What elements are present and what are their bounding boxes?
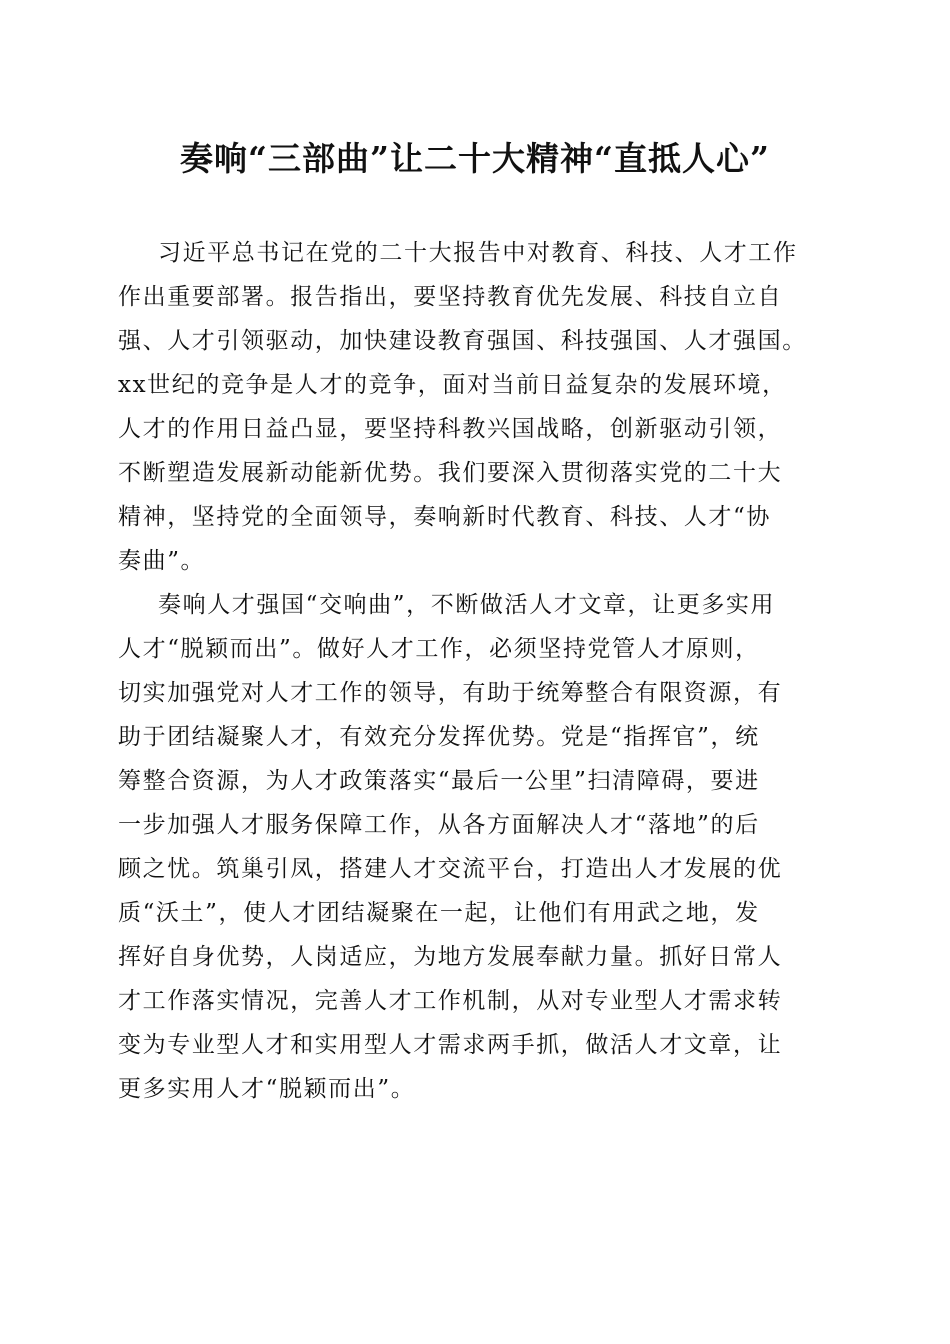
paragraph-1: [118, 231, 838, 583]
paragraph-line: 作出重要部署。报告指出，要坚持教育优先发展、科技自立自: [118, 284, 783, 310]
paragraph-line: 筹整合资源，为人才政策落实“最后一公里”扫清障碍，要进: [118, 768, 760, 794]
document-title: 奏响“三部曲”让二十大精神“直抵人心”: [180, 139, 770, 178]
paragraph-line: 强、人才引领驱动，加快建设教育强国、科技强国、人才强国。: [118, 328, 807, 354]
paragraph-line: 助于团结凝聚人才，有效充分发挥优势。党是“指挥官”，统: [118, 724, 760, 750]
paragraph-2: [118, 583, 838, 1111]
paragraph-line: 才工作落实情况，完善人才工作机制，从对专业型人才需求转: [118, 988, 783, 1014]
paragraph-line: 精神，坚持党的全面领导，奏响新时代教育、科技、人才“协: [118, 504, 771, 530]
paragraph-line: 奏曲”。: [118, 548, 206, 574]
paragraph-line: 习近平总书记在党的二十大报告中对教育、科技、人才工作: [158, 240, 798, 266]
paragraph-line: 挥好自身优势，人岗适应，为地方发展奉献力量。抓好日常人: [118, 944, 783, 970]
paragraph-line: 奏响人才强国“交响曲”，不断做活人才文章，让更多实用: [158, 592, 776, 618]
paragraph-line: 一步加强人才服务保障工作，从各方面解决人才“落地”的后: [118, 812, 760, 838]
paragraph-line: 变为专业型人才和实用型人才需求两手抓，做活人才文章，让: [118, 1032, 783, 1058]
paragraph-line: 人才的作用日益凸显，要坚持科教兴国战略，创新驱动引领，: [118, 416, 783, 442]
paragraph-line: 不断塑造发展新动能新优势。我们要深入贯彻落实党的二十大: [118, 460, 783, 486]
paragraph-line: 顾之忧。筑巢引凤，搭建人才交流平台，打造出人才发展的优: [118, 856, 783, 882]
paragraph-line: xx世纪的竞争是人才的竞争，面对当前日益复杂的发展环境，: [118, 372, 787, 398]
paragraph-line: 切实加强党对人才工作的领导，有助于统筹整合有限资源，有: [118, 680, 783, 706]
paragraph-line: 质“沃土”，使人才团结凝聚在一起，让他们有用武之地，发: [118, 900, 760, 926]
paragraph-line: 更多实用人才“脱颖而出”。: [118, 1076, 416, 1102]
paragraph-line: 人才“脱颖而出”。做好人才工作，必须坚持党管人才原则，: [118, 636, 760, 662]
document-body: [118, 231, 838, 1111]
